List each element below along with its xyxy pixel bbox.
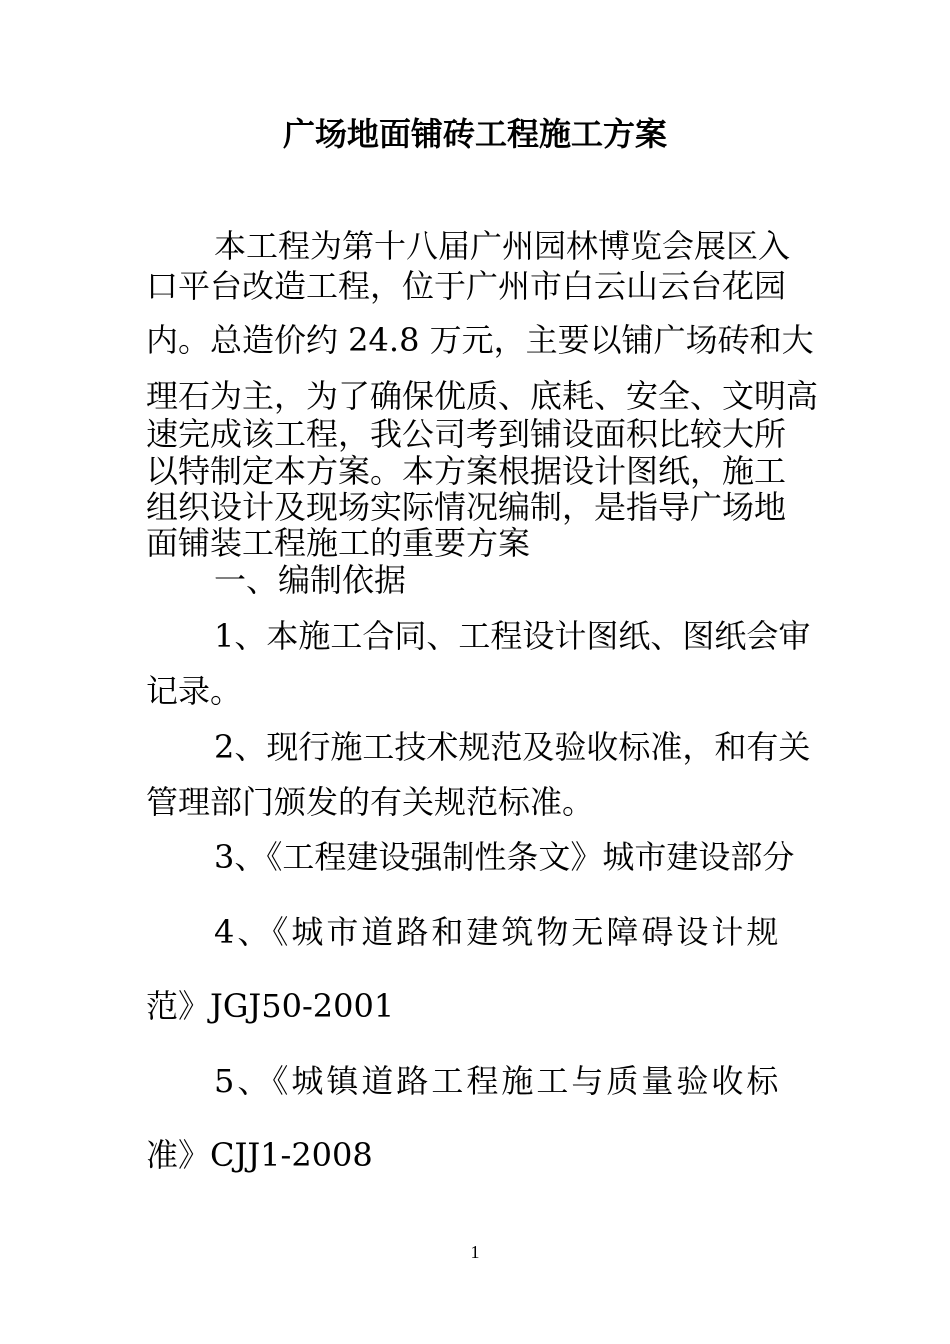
intro-line-8: 面铺装工程施工的重要方案 [146, 524, 531, 562]
intro-line-4: 理石为主，为了确保优质、底耗、安全、文明高 [146, 377, 819, 415]
item-1-line-2: 记录。 [146, 672, 243, 710]
intro-line-2: 口平台改造工程，位于广州市白云山云台花园 [146, 267, 787, 305]
item-4-line-2: 范》JGJ50-2001 [146, 987, 395, 1025]
intro-line-6: 以特制定本方案。本方案根据设计图纸，施工 [146, 452, 787, 490]
intro-line-1: 本工程为第十八届广州园林博览会展区入 [214, 227, 791, 265]
page-number: 1 [470, 1242, 480, 1262]
item-2-line-2: 管理部门颁发的有关规范标准。 [146, 783, 595, 821]
intro-line-5: 速完成该工程，我公司考到铺设面积比较大所 [146, 415, 787, 453]
item-2-line-1: 2、现行施工技术规范及验收标准，和有关 [214, 728, 811, 766]
intro-line-3: 内。总造价约 24.8 万元，主要以铺广场砖和大 [146, 321, 814, 359]
item-1-line-1: 1、本施工合同、工程设计图纸、图纸会审 [214, 617, 811, 655]
item-3: 3、《工程建设强制性条文》城市建设部分 [214, 838, 795, 876]
section-heading: 一、编制依据 [214, 561, 407, 599]
item-4-line-1: 4、《城市道路和建筑物无障碍设计规 [214, 913, 782, 951]
intro-line-7: 组织设计及现场实际情况编制，是指导广场地 [146, 488, 787, 526]
item-5-line-1: 5、《城镇道路工程施工与质量验收标 [214, 1062, 782, 1100]
item-5-line-2: 准》CJJ1-2008 [146, 1136, 373, 1174]
document-title: 广场地面铺砖工程施工方案 [282, 115, 667, 153]
